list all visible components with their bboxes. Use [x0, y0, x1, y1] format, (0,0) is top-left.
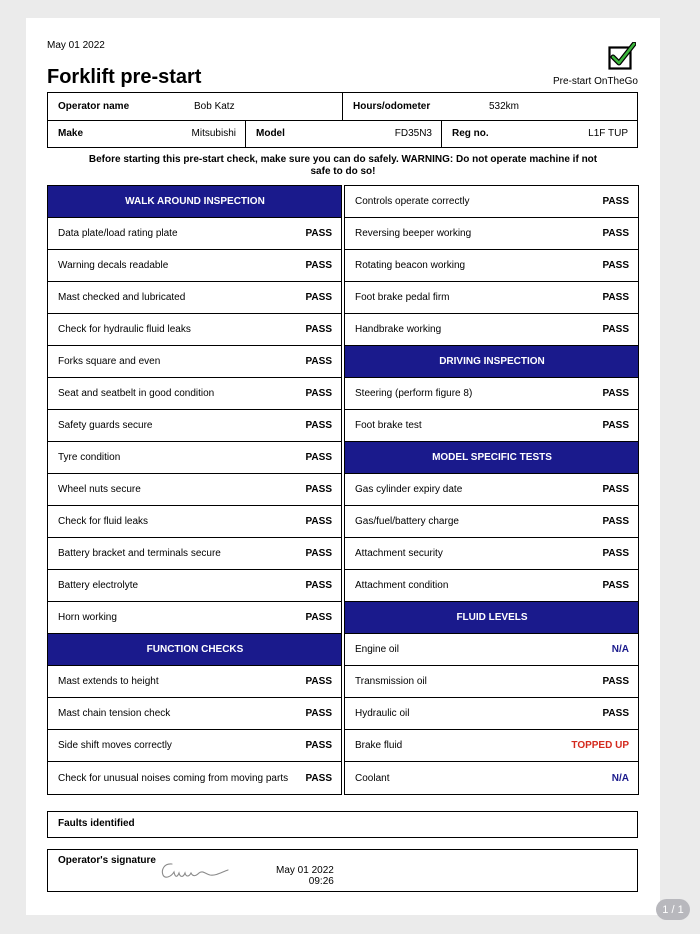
hours-label: Hours/odometer — [353, 101, 431, 112]
checklist-item-label: Battery electrolyte — [58, 580, 139, 591]
checklist-item — [48, 666, 341, 698]
section-title: MODEL SPECIFIC TESTS — [432, 452, 552, 463]
checklist-item — [48, 474, 341, 506]
checklist-item-status: PASS — [305, 260, 332, 271]
checklist-item-label: Mast checked and lubricated — [58, 292, 186, 303]
checklist-item — [48, 250, 341, 282]
checklist-item-label: Engine oil — [355, 644, 399, 655]
checklist-item-label: Seat and seatbelt in good condition — [58, 388, 215, 399]
checklist-item-label: Forks square and even — [58, 356, 161, 367]
checklist-item — [345, 378, 638, 410]
checklist-item-label: Gas cylinder expiry date — [355, 484, 463, 495]
checklist-item-status: PASS — [602, 324, 629, 335]
checklist-item-status: PASS — [602, 388, 629, 399]
section-title: WALK AROUND INSPECTION — [125, 196, 265, 207]
signature-image — [158, 858, 230, 884]
checklist-item-status: TOPPED UP — [571, 740, 629, 751]
divider — [245, 120, 246, 147]
checklist-item-status: PASS — [305, 516, 332, 527]
checklist-item-status: PASS — [602, 196, 629, 207]
checklist-item — [345, 762, 638, 794]
checklist-item-label: Steering (perform figure 8) — [355, 388, 473, 399]
checklist-item-label: Attachment condition — [355, 580, 449, 591]
checklist-item — [48, 570, 341, 602]
checklist-item — [345, 186, 638, 218]
document-page — [26, 18, 660, 915]
checklist-item — [48, 218, 341, 250]
checklist-item-status: PASS — [602, 484, 629, 495]
model-value: FD35N3 — [394, 128, 432, 139]
checklist-item-status: PASS — [602, 420, 629, 431]
checklist-item-label: Side shift moves correctly — [58, 740, 172, 751]
signature-datetime — [276, 865, 334, 887]
checklist-item-label: Tyre condition — [58, 452, 121, 463]
checklist-item-status: PASS — [305, 228, 332, 239]
checklist-left-column — [47, 185, 342, 795]
checklist-item-label: Battery bracket and terminals secure — [58, 548, 221, 559]
divider — [441, 120, 442, 147]
checklist-item-status: PASS — [305, 612, 332, 623]
reg-label: Reg no. — [452, 128, 489, 139]
checklist-item-label: Foot brake pedal firm — [355, 292, 450, 303]
report-date: May 01 2022 — [47, 40, 105, 51]
operator-label: Operator name — [58, 101, 130, 112]
checklist-item-status: PASS — [602, 260, 629, 271]
checklist-item-status: PASS — [305, 388, 332, 399]
checklist-item-status: PASS — [602, 580, 629, 591]
checklist-item — [48, 282, 341, 314]
faults-identified-box — [47, 811, 638, 838]
checklist-item — [345, 570, 638, 602]
checklist-item — [345, 474, 638, 506]
checklist-item — [345, 250, 638, 282]
checklist-item-status: N/A — [611, 644, 629, 655]
section-header-fluid-levels — [345, 602, 638, 634]
signature-label: Operator's signature — [58, 855, 156, 866]
checklist-item-status: PASS — [602, 228, 629, 239]
brand-name: Pre-start OnTheGo — [552, 76, 638, 87]
checklist-item-label: Wheel nuts secure — [58, 484, 141, 495]
section-title: FLUID LEVELS — [456, 612, 528, 623]
checklist-item-status: PASS — [305, 548, 332, 559]
checklist-item — [345, 282, 638, 314]
checklist-item — [48, 730, 341, 762]
section-header-driving-inspection — [345, 346, 638, 378]
checklist-item — [48, 698, 341, 730]
checklist-item-label: Horn working — [58, 612, 117, 623]
details-table — [47, 92, 638, 148]
section-title: DRIVING INSPECTION — [439, 356, 545, 367]
checklist-item-status: PASS — [602, 676, 629, 687]
checklist-item — [48, 378, 341, 410]
reg-value: L1F TUP — [588, 128, 628, 139]
checklist-item-label: Attachment security — [355, 548, 443, 559]
make-value: Mitsubishi — [191, 128, 236, 139]
operator-value: Bob Katz — [194, 101, 235, 112]
checklist-item — [48, 346, 341, 378]
page-indicator: 1 / 1 — [656, 899, 690, 920]
page-title: Forklift pre-start — [47, 66, 202, 88]
checklist-item-label: Check for fluid leaks — [58, 516, 149, 527]
section-title: FUNCTION CHECKS — [146, 644, 244, 655]
checklist-item-label: Mast extends to height — [58, 676, 159, 687]
checklist-item — [345, 698, 638, 730]
section-header-walk-around-inspection — [48, 186, 341, 218]
checklist-item-label: Brake fluid — [355, 740, 403, 751]
checklist-item-label: Warning decals readable — [58, 260, 169, 271]
checklist-item-label: Handbrake working — [355, 324, 442, 335]
checklist-item-status: PASS — [305, 292, 332, 303]
checklist-item-label: Transmission oil — [355, 676, 427, 687]
section-header-function-checks — [48, 634, 341, 666]
checklist-item — [345, 218, 638, 250]
checklist-item-status: PASS — [305, 356, 332, 367]
faults-label: Faults identified — [58, 818, 135, 829]
checklist-item-label: Data plate/load rating plate — [58, 228, 178, 239]
checklist-item-status: PASS — [602, 292, 629, 303]
signature-date: May 01 2022 — [276, 865, 334, 876]
checklist-item — [345, 634, 638, 666]
checklist-item-label: Check for hydraulic fluid leaks — [58, 324, 191, 335]
checklist-item-status: PASS — [305, 772, 332, 784]
checklist-item-label: Check for unusual noises coming from moving parts — [58, 772, 289, 784]
details-row-operator — [48, 93, 637, 121]
checkbox-check-icon — [608, 42, 636, 70]
safety-warning: Before starting this pre-start check, make sure you can do safely. WARNING: Do not operate machine if not safe to do so! — [88, 154, 598, 177]
divider — [342, 93, 343, 120]
checklist-item — [345, 666, 638, 698]
checklist-item-status: N/A — [611, 772, 629, 784]
checklist-item-status: PASS — [305, 452, 332, 463]
model-label: Model — [256, 128, 285, 139]
checklist-item-label: Controls operate correctly — [355, 196, 470, 207]
checklist-item-status: PASS — [305, 708, 332, 719]
checklist-item — [48, 538, 341, 570]
checklist-item-status: PASS — [602, 548, 629, 559]
make-label: Make — [58, 128, 84, 139]
checklist-item-label: Mast chain tension check — [58, 708, 171, 719]
checklist-item — [48, 442, 341, 474]
checklist-item — [48, 762, 341, 794]
checklist-item-label: Rotating beacon working — [355, 260, 466, 271]
checklist-item-status: PASS — [602, 516, 629, 527]
checklist-item-label: Gas/fuel/battery charge — [355, 516, 459, 527]
checklist-item-status: PASS — [305, 484, 332, 495]
checklist-item-status: PASS — [602, 708, 629, 719]
checklist-item-label: Coolant — [355, 772, 390, 784]
checklist-item — [345, 730, 638, 762]
checklist-item-label: Hydraulic oil — [355, 708, 410, 719]
checklist-item — [48, 314, 341, 346]
checklist-item — [345, 506, 638, 538]
checklist-item-label: Foot brake test — [355, 420, 422, 431]
checklist-right-column — [344, 185, 639, 795]
signature-box — [47, 849, 638, 892]
section-header-model-specific-tests — [345, 442, 638, 474]
checklist-item-status: PASS — [305, 740, 332, 751]
checklist-item — [345, 410, 638, 442]
checklist-item — [345, 314, 638, 346]
checklist-item-status: PASS — [305, 324, 332, 335]
details-row-vehicle — [48, 120, 637, 147]
checklist-item-status: PASS — [305, 676, 332, 687]
checklist-item-status: PASS — [305, 420, 332, 431]
checklist-item — [48, 506, 341, 538]
checklist-item-status: PASS — [305, 580, 332, 591]
checklist-item — [345, 538, 638, 570]
hours-value: 532km — [489, 101, 520, 112]
checklist-item — [48, 602, 341, 634]
checklist-item-label: Reversing beeper working — [355, 228, 472, 239]
checklist-item-label: Safety guards secure — [58, 420, 153, 431]
signature-time: 09:26 — [308, 876, 334, 887]
checklist-item — [48, 410, 341, 442]
